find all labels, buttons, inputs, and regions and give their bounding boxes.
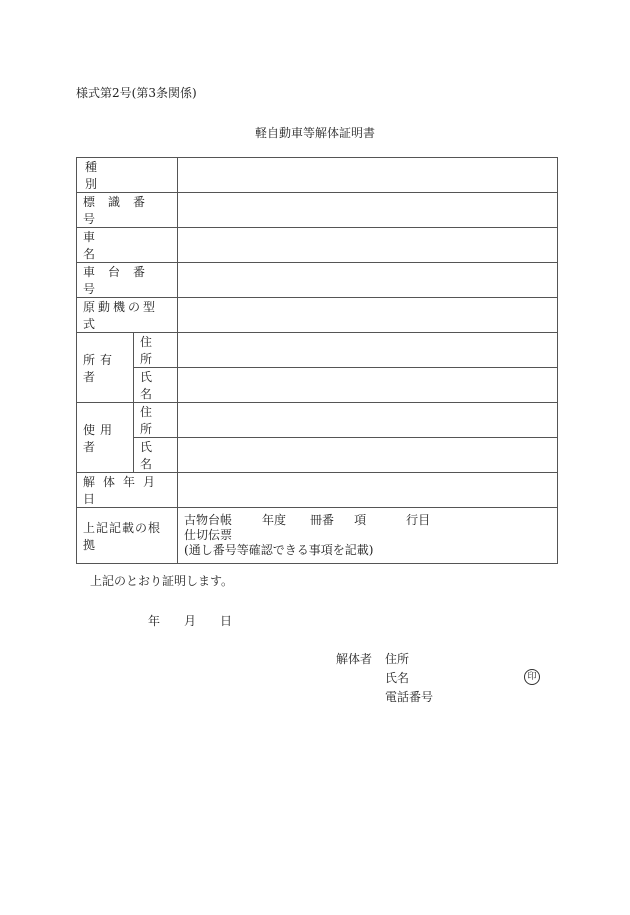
form-number: 様式第2号(第3条関係) [76, 86, 197, 100]
dismantler-address-label: 住所 [385, 652, 410, 666]
date-year: 年 [148, 614, 161, 628]
label-plate: 標識番号 [83, 195, 159, 226]
value-user-address[interactable] [178, 403, 558, 438]
value-vehicle-name[interactable] [178, 228, 558, 263]
note-label: (通し番号等確認できる事項を記載) [184, 543, 374, 557]
dismantler-name-label: 氏名 [385, 671, 410, 685]
row-vehicle-name [77, 228, 558, 263]
label-date: 解体年月日 [83, 475, 164, 506]
row-type [77, 158, 558, 193]
value-chassis[interactable] [178, 263, 558, 298]
year-label: 年度 [262, 513, 287, 527]
seal-mark: 印 [524, 669, 540, 685]
value-type[interactable] [178, 158, 558, 193]
dismantler-label: 解体者 [336, 652, 373, 666]
date-day: 日 [220, 614, 233, 628]
value-owner-address[interactable] [178, 333, 558, 368]
label-user-name: 氏名 [140, 440, 161, 471]
row-user-address [77, 403, 558, 438]
row-basis [77, 508, 558, 564]
item-label: 項 [354, 513, 367, 527]
label-type: 種別 [85, 160, 162, 191]
row-chassis [77, 263, 558, 298]
volume-label: 冊番 [310, 513, 335, 527]
label-owner-address: 住所 [140, 335, 161, 366]
value-owner-name[interactable] [178, 368, 558, 403]
value-basis[interactable] [178, 508, 558, 564]
row-owner-address [77, 333, 558, 368]
ledger-label: 古物台帳 [184, 513, 233, 527]
row-engine [77, 298, 558, 333]
value-date[interactable] [178, 473, 558, 508]
certify-statement: 上記のとおり証明します。 [90, 574, 234, 588]
seal-icon [524, 668, 540, 685]
value-user-name[interactable] [178, 438, 558, 473]
value-engine[interactable] [178, 298, 558, 333]
label-engine: 原動機の型式 [83, 300, 159, 331]
label-owner: 所有者 [83, 352, 118, 384]
dismantler-phone-label: 電話番号 [385, 690, 434, 704]
value-plate[interactable] [178, 193, 558, 228]
certificate-table [76, 157, 558, 564]
date-month: 月 [184, 614, 197, 628]
label-basis: 上記記載の根拠 [83, 520, 162, 552]
label-chassis: 車台番号 [83, 265, 159, 296]
row-user-name [77, 438, 558, 473]
line-label: 行目 [406, 513, 431, 527]
page-title: 軽自動車等解体証明書 [254, 126, 375, 140]
slip-label: 仕切伝票 [184, 528, 233, 542]
label-owner-name: 氏名 [140, 370, 161, 401]
label-user: 使用者 [83, 422, 118, 454]
row-plate [77, 193, 558, 228]
label-user-address: 住所 [140, 405, 161, 436]
label-vehicle-name: 車名 [83, 230, 160, 261]
row-owner-name [77, 368, 558, 403]
row-date [77, 473, 558, 508]
